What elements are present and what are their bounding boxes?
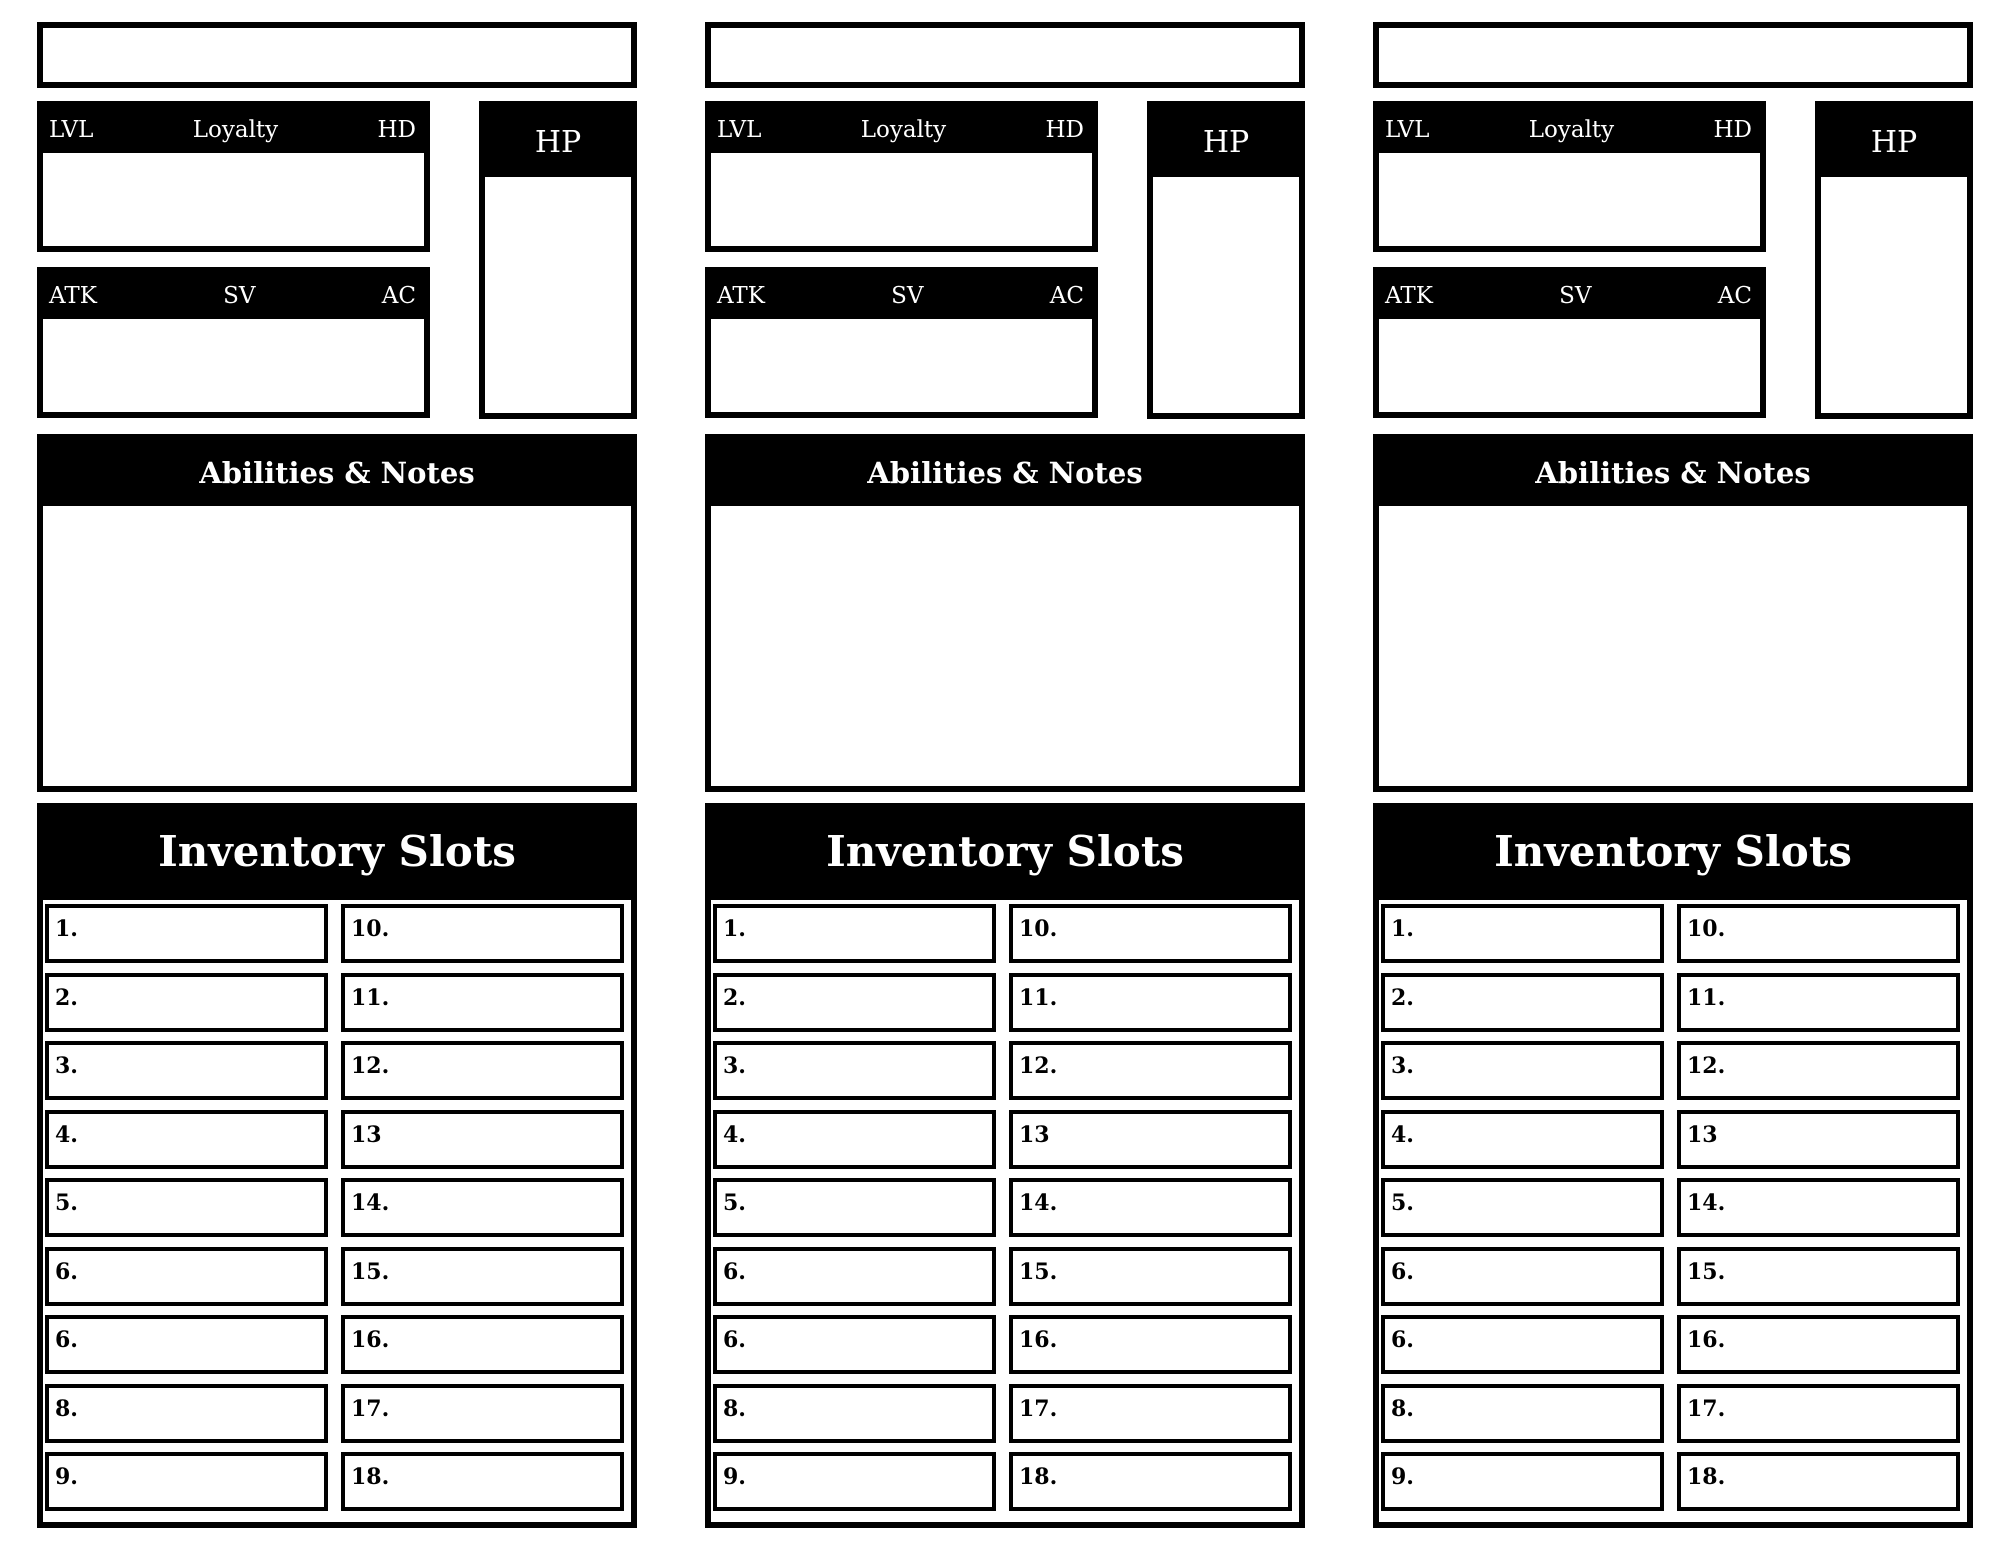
character-card	[37, 0, 637, 1545]
notes-title: Abilities & Notes	[199, 456, 475, 490]
inventory-header	[1373, 803, 1973, 900]
inventory-box	[1373, 803, 1973, 1528]
inventory-slot[interactable]: 2.	[45, 973, 328, 1032]
hp-box[interactable]	[479, 101, 637, 419]
inventory-slot[interactable]: 8.	[1381, 1384, 1664, 1443]
stat-header-2	[1379, 273, 1760, 319]
hp-header	[485, 107, 631, 177]
inventory-slot[interactable]: 8.	[45, 1384, 328, 1443]
inventory-slot[interactable]: 3.	[1381, 1041, 1664, 1100]
inventory-slot[interactable]: 14.	[1677, 1178, 1960, 1237]
hp-label: HP	[534, 124, 582, 160]
stat-label: LVL	[49, 117, 94, 143]
inventory-slot[interactable]: 6.	[713, 1315, 996, 1374]
abilities-notes-box[interactable]	[705, 434, 1305, 792]
hp-box[interactable]	[1147, 101, 1305, 419]
stat-label: HD	[1713, 117, 1752, 143]
inventory-title: Inventory Slots	[1494, 827, 1852, 876]
inventory-slot[interactable]: 4.	[1381, 1110, 1664, 1169]
inventory-slot[interactable]: 13	[1009, 1110, 1292, 1169]
abilities-notes-box[interactable]	[1373, 434, 1973, 792]
notes-title: Abilities & Notes	[1535, 456, 1811, 490]
inventory-slot[interactable]: 14.	[341, 1178, 624, 1237]
stat-label: SV	[223, 283, 256, 309]
stat-header-2	[43, 273, 424, 319]
stat-header-1	[1379, 107, 1760, 153]
hp-box[interactable]	[1815, 101, 1973, 419]
inventory-slot[interactable]: 2.	[713, 973, 996, 1032]
character-name-field[interactable]	[37, 22, 637, 88]
inventory-slot[interactable]: 10.	[341, 904, 624, 963]
stat-label: AC	[1049, 283, 1084, 309]
inventory-slot[interactable]: 12.	[1009, 1041, 1292, 1100]
inventory-slot[interactable]: 18.	[1009, 1452, 1292, 1511]
inventory-slot[interactable]: 11.	[1677, 973, 1960, 1032]
inventory-slot[interactable]: 3.	[45, 1041, 328, 1100]
inventory-slot[interactable]: 1.	[713, 904, 996, 963]
inventory-slot[interactable]: 4.	[713, 1110, 996, 1169]
inventory-title: Inventory Slots	[158, 827, 516, 876]
inventory-slot[interactable]: 17.	[341, 1384, 624, 1443]
inventory-header	[37, 803, 637, 900]
stat-label: ATK	[717, 283, 765, 309]
stat-label: LVL	[1385, 117, 1430, 143]
inventory-slot[interactable]: 6.	[713, 1247, 996, 1306]
inventory-slot[interactable]: 5.	[45, 1178, 328, 1237]
stat-header-1	[711, 107, 1092, 153]
atk-sv-ac-box	[1373, 267, 1766, 418]
abilities-notes-box[interactable]	[37, 434, 637, 792]
inventory-slot[interactable]: 10.	[1009, 904, 1292, 963]
inventory-slot[interactable]: 11.	[341, 973, 624, 1032]
inventory-slot[interactable]: 16.	[341, 1315, 624, 1374]
level-loyalty-hd-box	[705, 101, 1098, 252]
stat-label: AC	[381, 283, 416, 309]
inventory-slot[interactable]: 2.	[1381, 973, 1664, 1032]
atk-sv-ac-box	[705, 267, 1098, 418]
stat-label: HD	[377, 117, 416, 143]
stat-label: Loyalty	[192, 117, 279, 143]
stat-label: ATK	[49, 283, 97, 309]
inventory-slot[interactable]: 15.	[1677, 1247, 1960, 1306]
inventory-slot[interactable]: 14.	[1009, 1178, 1292, 1237]
inventory-header	[705, 803, 1305, 900]
inventory-slot[interactable]: 13	[1677, 1110, 1960, 1169]
inventory-grid	[1379, 900, 1967, 1522]
stat-header-2	[711, 273, 1092, 319]
stat-label: Loyalty	[1528, 117, 1615, 143]
inventory-grid	[43, 900, 631, 1522]
notes-header	[43, 440, 631, 506]
character-card	[705, 0, 1305, 1545]
level-loyalty-hd-box	[37, 101, 430, 252]
inventory-title: Inventory Slots	[826, 827, 1184, 876]
inventory-slot[interactable]: 15.	[341, 1247, 624, 1306]
hp-label: HP	[1202, 124, 1250, 160]
inventory-slot[interactable]: 4.	[45, 1110, 328, 1169]
inventory-box	[705, 803, 1305, 1528]
inventory-slot[interactable]: 1.	[1381, 904, 1664, 963]
inventory-grid	[711, 900, 1299, 1522]
inventory-slot[interactable]: 6.	[1381, 1315, 1664, 1374]
inventory-slot[interactable]: 1.	[45, 904, 328, 963]
stat-label: Loyalty	[860, 117, 947, 143]
hp-header	[1821, 107, 1967, 177]
inventory-slot[interactable]: 10.	[1677, 904, 1960, 963]
inventory-slot[interactable]: 5.	[1381, 1178, 1664, 1237]
inventory-slot[interactable]: 12.	[1677, 1041, 1960, 1100]
inventory-slot[interactable]: 16.	[1677, 1315, 1960, 1374]
inventory-slot[interactable]: 9.	[713, 1452, 996, 1511]
atk-sv-ac-box	[37, 267, 430, 418]
hp-header	[1153, 107, 1299, 177]
inventory-box	[37, 803, 637, 1528]
stat-label: HD	[1045, 117, 1084, 143]
stat-header-1	[43, 107, 424, 153]
hp-label: HP	[1870, 124, 1918, 160]
inventory-slot[interactable]: 8.	[713, 1384, 996, 1443]
inventory-slot[interactable]: 5.	[713, 1178, 996, 1237]
inventory-slot[interactable]: 18.	[1677, 1452, 1960, 1511]
stat-label: AC	[1717, 283, 1752, 309]
inventory-slot[interactable]: 17.	[1677, 1384, 1960, 1443]
inventory-slot[interactable]: 16.	[1009, 1315, 1292, 1374]
character-name-field[interactable]	[705, 22, 1305, 88]
inventory-slot[interactable]: 13	[341, 1110, 624, 1169]
inventory-slot[interactable]: 3.	[713, 1041, 996, 1100]
notes-title: Abilities & Notes	[867, 456, 1143, 490]
notes-header	[1379, 440, 1967, 506]
stat-label: SV	[891, 283, 924, 309]
notes-header	[711, 440, 1299, 506]
level-loyalty-hd-box	[1373, 101, 1766, 252]
character-card	[1373, 0, 1973, 1545]
inventory-slot[interactable]: 6.	[45, 1247, 328, 1306]
inventory-slot[interactable]: 9.	[45, 1452, 328, 1511]
inventory-slot[interactable]: 9.	[1381, 1452, 1664, 1511]
stat-label: ATK	[1385, 283, 1433, 309]
inventory-slot[interactable]: 6.	[45, 1315, 328, 1374]
inventory-slot[interactable]: 11.	[1009, 973, 1292, 1032]
inventory-slot[interactable]: 6.	[1381, 1247, 1664, 1306]
inventory-slot[interactable]: 18.	[341, 1452, 624, 1511]
inventory-slot[interactable]: 12.	[341, 1041, 624, 1100]
character-name-field[interactable]	[1373, 22, 1973, 88]
inventory-slot[interactable]: 15.	[1009, 1247, 1292, 1306]
inventory-slot[interactable]: 17.	[1009, 1384, 1292, 1443]
stat-label: LVL	[717, 117, 762, 143]
stat-label: SV	[1559, 283, 1592, 309]
